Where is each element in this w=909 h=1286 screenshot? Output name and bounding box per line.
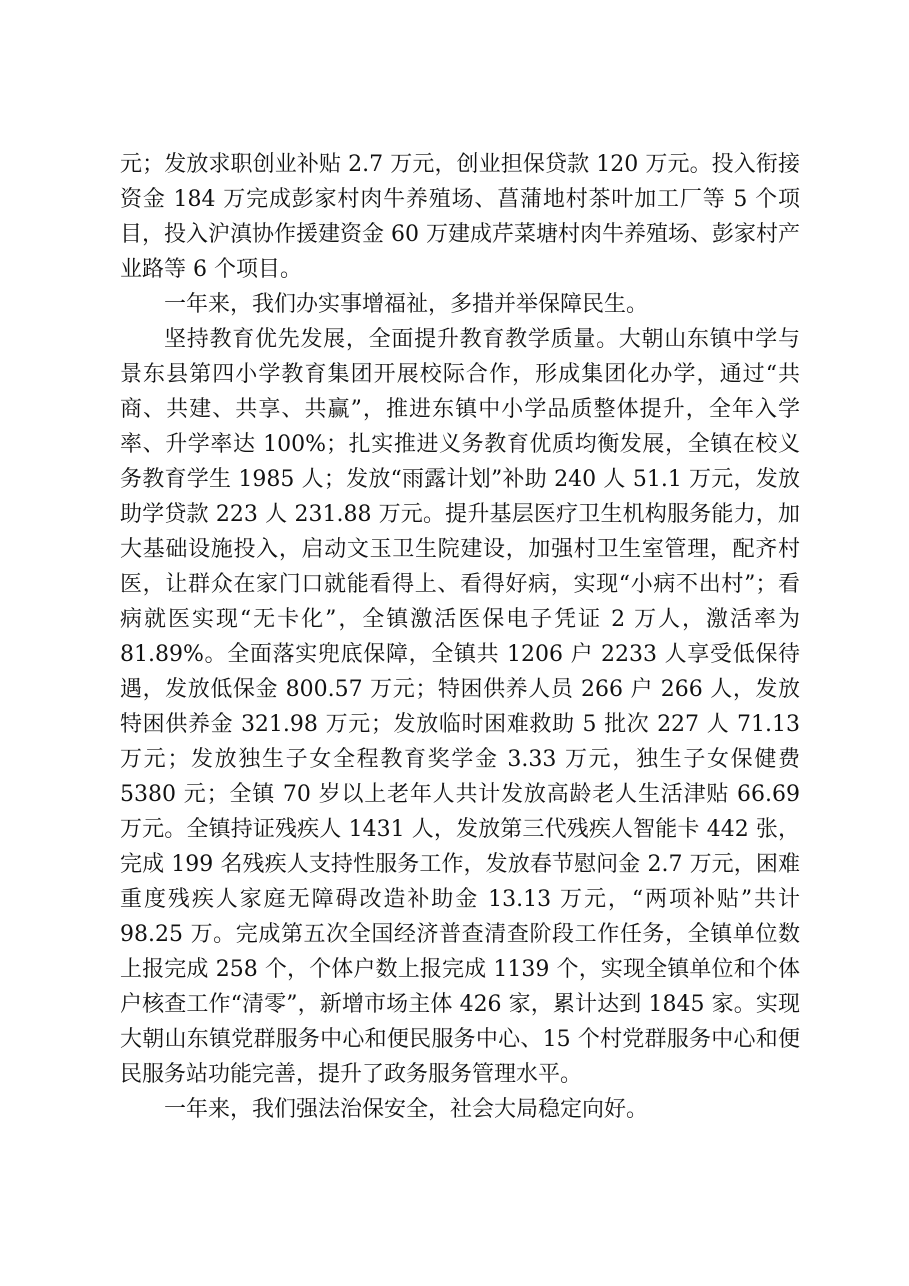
- paragraph-summary-safety: 一年来，我们强法治保安全，社会大局稳定向好。: [164, 1097, 649, 1122]
- paragraph-continued: 元；发放求职创业补贴 2.7 万元，创业担保贷款 120 万元。投入衔接资金 184 万完成彭家村肉牛养殖场、菖蒲地村茶叶加工厂等 5 个项目，投入沪滇协作援建资金 60 万建成芹菜塘村肉牛养殖场、彭家村产业路等 6 个项目。: [120, 152, 800, 282]
- paragraph-summary-livelihood: 一年来，我们办实事增福祉，多措并举保障民生。: [164, 292, 649, 317]
- paragraph-education-health-welfare: 坚持教育优先发展，全面提升教育教学质量。大朝山东镇中学与景东县第四小学教育集团开展校际合作，形成集团化办学，通过“共商、共建、共享、共赢”，推进东镇中小学品质整体提升，全年入学率、升学率达 100%；扎实推进义务教育优质均衡发展，全镇在校义务教育学生 1985 人；发放“雨露计划”补助 240 人 51.1 万元，发放助学贷款 223 人 231.88 万元。提升基层医疗卫生机构服务能力，加大基础设施投入，启动文玉卫生院建设，加强村卫生室管理，配齐村医，让群众在家门口就能看得上、看得好病，实现“小病不出村”；看病就医实现“无卡化”，全镇激活医保电子凭证 2 万人，激活率为 81.89%。全面落实兜底保障，全镇共 1206 户 2233 人享受低保待遇，发放低保金 800.57 万元；特困供养人员 266 户 266 人，发放特困供养金 321.98 万元；发放临时困难救助 5 批次 227 人 71.13 万元；发放独生子女全程教育奖学金 3.33 万元，独生子女保健费 5380 元；全镇 70 岁以上老年人共计发放高龄老人生活津贴 66.69 万元。全镇持证残疾人 1431 人，发放第三代残疾人智能卡 442 张，完成 199 名残疾人支持性服务工作，发放春节慰问金 2.7 万元，困难重度残疾人家庭无障碍改造补助金 13.13 万元，“两项补贴”共计 98.25 万。完成第五次全国经济普查清查阶段工作任务，全镇单位数上报完成 258 个，个体户数上报完成 1139 个，实现全镇单位和个体户核查工作“清零”，新增市场主体 426 家，累计达到 1845 家。实现大朝山东镇党群服务中心和便民服务中心、15 个村党群服务中心和便民服务站功能完善，提升了政务服务管理水平。: [120, 327, 801, 1087]
- document-body: [120, 147, 800, 1127]
